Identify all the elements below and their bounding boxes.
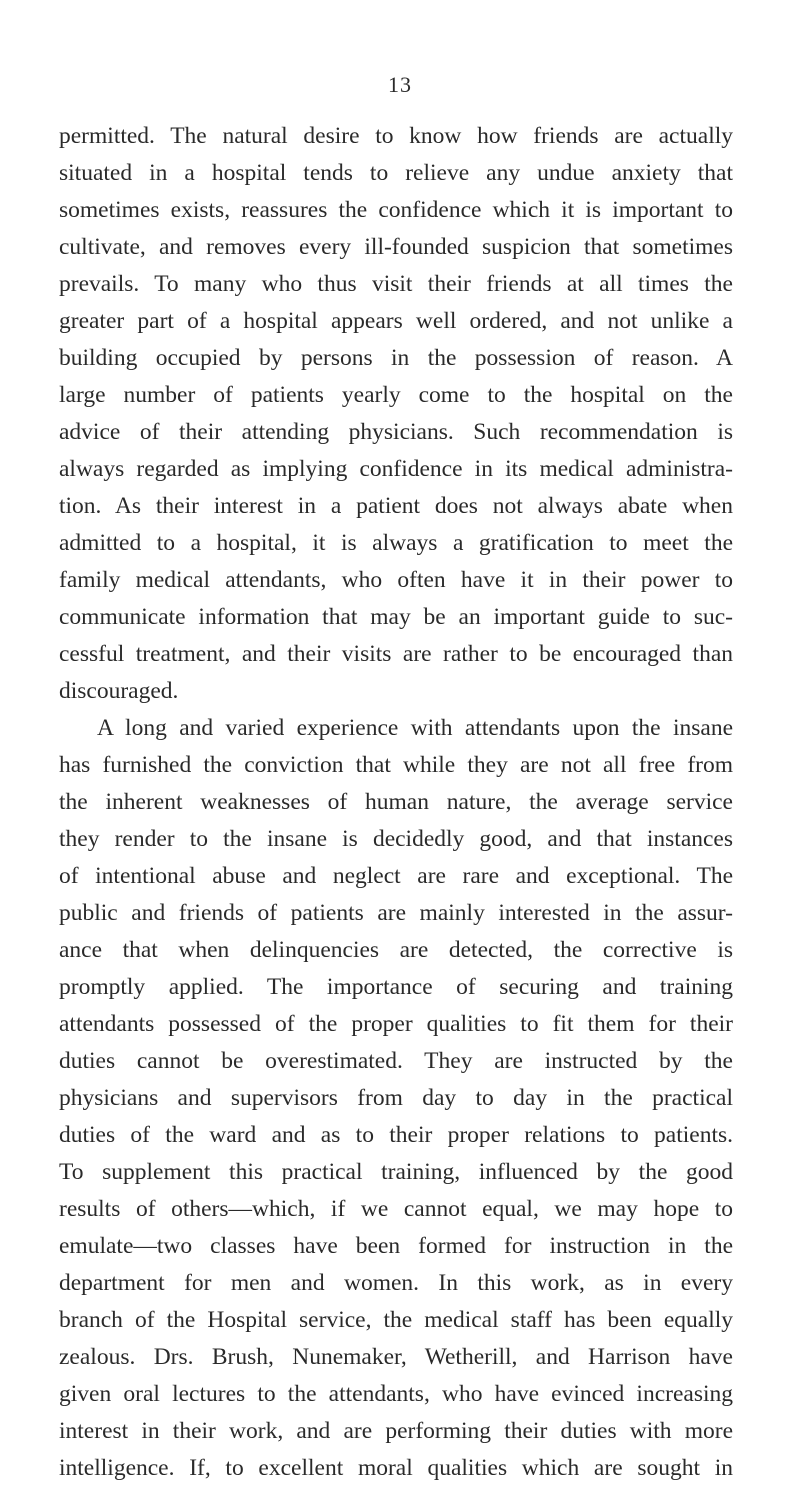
page-number: 13	[388, 72, 412, 97]
text-line: tion. As their interest in a patient does not always abate when	[59, 493, 733, 519]
text-line: of intentional abuse and neglect are rare and exceptional. The	[59, 863, 733, 889]
text-line: cultivate, and removes every ill-founded suspicion that sometimes	[59, 234, 733, 260]
text-line: branch of the Hospital service, the medical staff has been equally	[59, 1307, 733, 1333]
text-line: the inherent weaknesses of human nature, the average service	[59, 789, 733, 815]
text-line: greater part of a hospital appears well ordered, and not unlike a	[59, 308, 733, 334]
text-line: large number of patients yearly come to the hospital on the	[59, 382, 733, 408]
text-line: interest in their work, and are performing their duties with more	[59, 1418, 733, 1444]
text-line: prevails. To many who thus visit their friends at all times the	[59, 271, 733, 297]
text-line: intelligence. If, to excellent moral qualities which are sought in	[59, 1455, 733, 1481]
text-line: promptly applied. The importance of securing and training	[59, 974, 733, 1000]
text-line: always regarded as implying confidence in its medical administra-	[59, 456, 733, 482]
text-line: given oral lectures to the attendants, who have evinced increasing	[59, 1381, 733, 1407]
text-line-paragraph-start: A long and varied experience with attendants upon the insane	[97, 715, 733, 741]
text-line-paragraph-end: discouraged.	[59, 678, 179, 704]
text-line: permitted. The natural desire to know how friends are actually	[59, 123, 733, 149]
text-line: sometimes exists, reassures the confidence which it is important to	[59, 197, 733, 223]
text-line: results of others—which, if we cannot equal, we may hope to	[59, 1196, 733, 1222]
text-line: duties cannot be overestimated. They are instructed by the	[59, 1048, 733, 1074]
text-line: situated in a hospital tends to relieve any undue anxiety that	[59, 160, 733, 186]
text-line: To supplement this practical training, influenced by the good	[59, 1159, 733, 1185]
text-line: emulate—two classes have been formed for instruction in the	[59, 1233, 733, 1259]
text-line: ance that when delinquencies are detected, the corrective is	[59, 937, 733, 963]
text-line: they render to the insane is decidedly good, and that instances	[59, 826, 733, 852]
text-line: attendants possessed of the proper qualities to fit them for their	[59, 1011, 733, 1037]
text-line: public and friends of patients are mainly interested in the assur-	[59, 900, 733, 926]
text-line: physicians and supervisors from day to day in the practical	[59, 1085, 733, 1111]
text-line: cessful treatment, and their visits are rather to be encouraged than	[59, 641, 733, 667]
text-line: department for men and women. In this work, as in every	[59, 1270, 733, 1296]
text-line: has furnished the conviction that while they are not all free from	[59, 752, 733, 778]
text-line: advice of their attending physicians. Such recommendation is	[59, 419, 733, 445]
text-line: family medical attendants, who often have it in their power to	[59, 567, 733, 593]
text-line: zealous. Drs. Brush, Nunemaker, Wetherill, and Harrison have	[59, 1344, 733, 1370]
text-line: communicate information that may be an important guide to suc-	[59, 604, 733, 630]
text-line: building occupied by persons in the possession of reason. A	[59, 345, 733, 371]
text-line: duties of the ward and as to their proper relations to patients.	[59, 1122, 733, 1148]
text-line: admitted to a hospital, it is always a gratification to meet the	[59, 530, 733, 556]
body-text	[59, 118, 733, 1487]
